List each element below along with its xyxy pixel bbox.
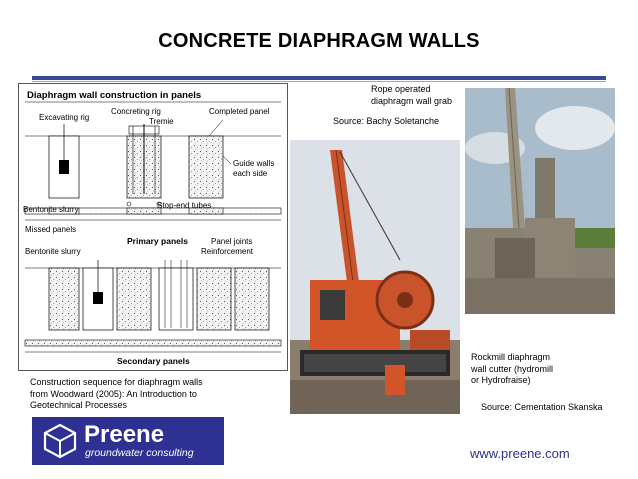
label-stop-end-tubes: Stop-end tubes bbox=[157, 201, 212, 210]
logo-name: Preene bbox=[84, 421, 165, 448]
diagram-caption-line1: Construction sequence for diaphragm walls bbox=[30, 377, 203, 387]
label-missed-panels: Missed panels bbox=[25, 225, 77, 234]
hydromill-photo bbox=[465, 88, 615, 314]
label-panel-joints: Panel joints bbox=[211, 237, 253, 246]
grab-caption bbox=[371, 84, 452, 107]
title-divider bbox=[32, 76, 606, 80]
title-divider-thin bbox=[32, 81, 606, 82]
cutter-caption-line2: wall cutter (hydromill bbox=[471, 363, 554, 374]
label-tremie: Tremie bbox=[149, 117, 174, 126]
grab-caption-line1: Rope operated bbox=[371, 84, 431, 94]
diagram-title: Diaphragm wall construction in panels bbox=[27, 90, 202, 101]
label-bentonite-slurry-1: Bentonite slurry bbox=[23, 205, 79, 214]
label-secondary-panels: Secondary panels bbox=[117, 356, 190, 366]
label-completed-panel: Completed panel bbox=[209, 107, 270, 116]
grab-source: Source: Bachy Soletanche bbox=[333, 116, 440, 126]
diagram-caption-line2: from Woodward (2005): An Introduction to bbox=[30, 388, 197, 399]
label-concreting-rig: Concreting rig bbox=[111, 107, 161, 116]
website-url[interactable]: www.preene.com bbox=[470, 446, 570, 461]
label-guide-walls-each-side: each side bbox=[233, 169, 268, 178]
secondary-panels-row bbox=[25, 260, 281, 352]
hexagon-logo-icon bbox=[42, 423, 78, 459]
label-excavating-rig: Excavating rig bbox=[39, 113, 90, 122]
cutter-caption-line1: Rockmill diaphragm bbox=[471, 352, 551, 362]
diagram-caption bbox=[30, 377, 203, 412]
cutter-source: Source: Cementation Skanska bbox=[481, 402, 603, 412]
diagram-caption-line3: Geotechnical Processes bbox=[30, 400, 128, 410]
cutter-caption bbox=[471, 352, 553, 387]
cutter-caption-line3: or Hydrofraise) bbox=[471, 375, 531, 385]
label-primary-panels: Primary panels bbox=[127, 236, 188, 246]
logo-tagline: groundwater consulting bbox=[85, 447, 194, 459]
slide-title: CONCRETE DIAPHRAGM WALLS bbox=[158, 30, 480, 52]
grab-caption-line2: diaphragm wall grab bbox=[371, 95, 453, 106]
preene-logo bbox=[32, 417, 224, 465]
label-bentonite-slurry-2: Bentonite slurry bbox=[25, 247, 81, 256]
label-guide-walls: Guide walls bbox=[233, 159, 275, 168]
grab-rig-photo bbox=[290, 140, 460, 414]
label-reinforcement: Reinforcement bbox=[201, 247, 254, 256]
diaphragm-wall-diagram bbox=[18, 83, 288, 371]
